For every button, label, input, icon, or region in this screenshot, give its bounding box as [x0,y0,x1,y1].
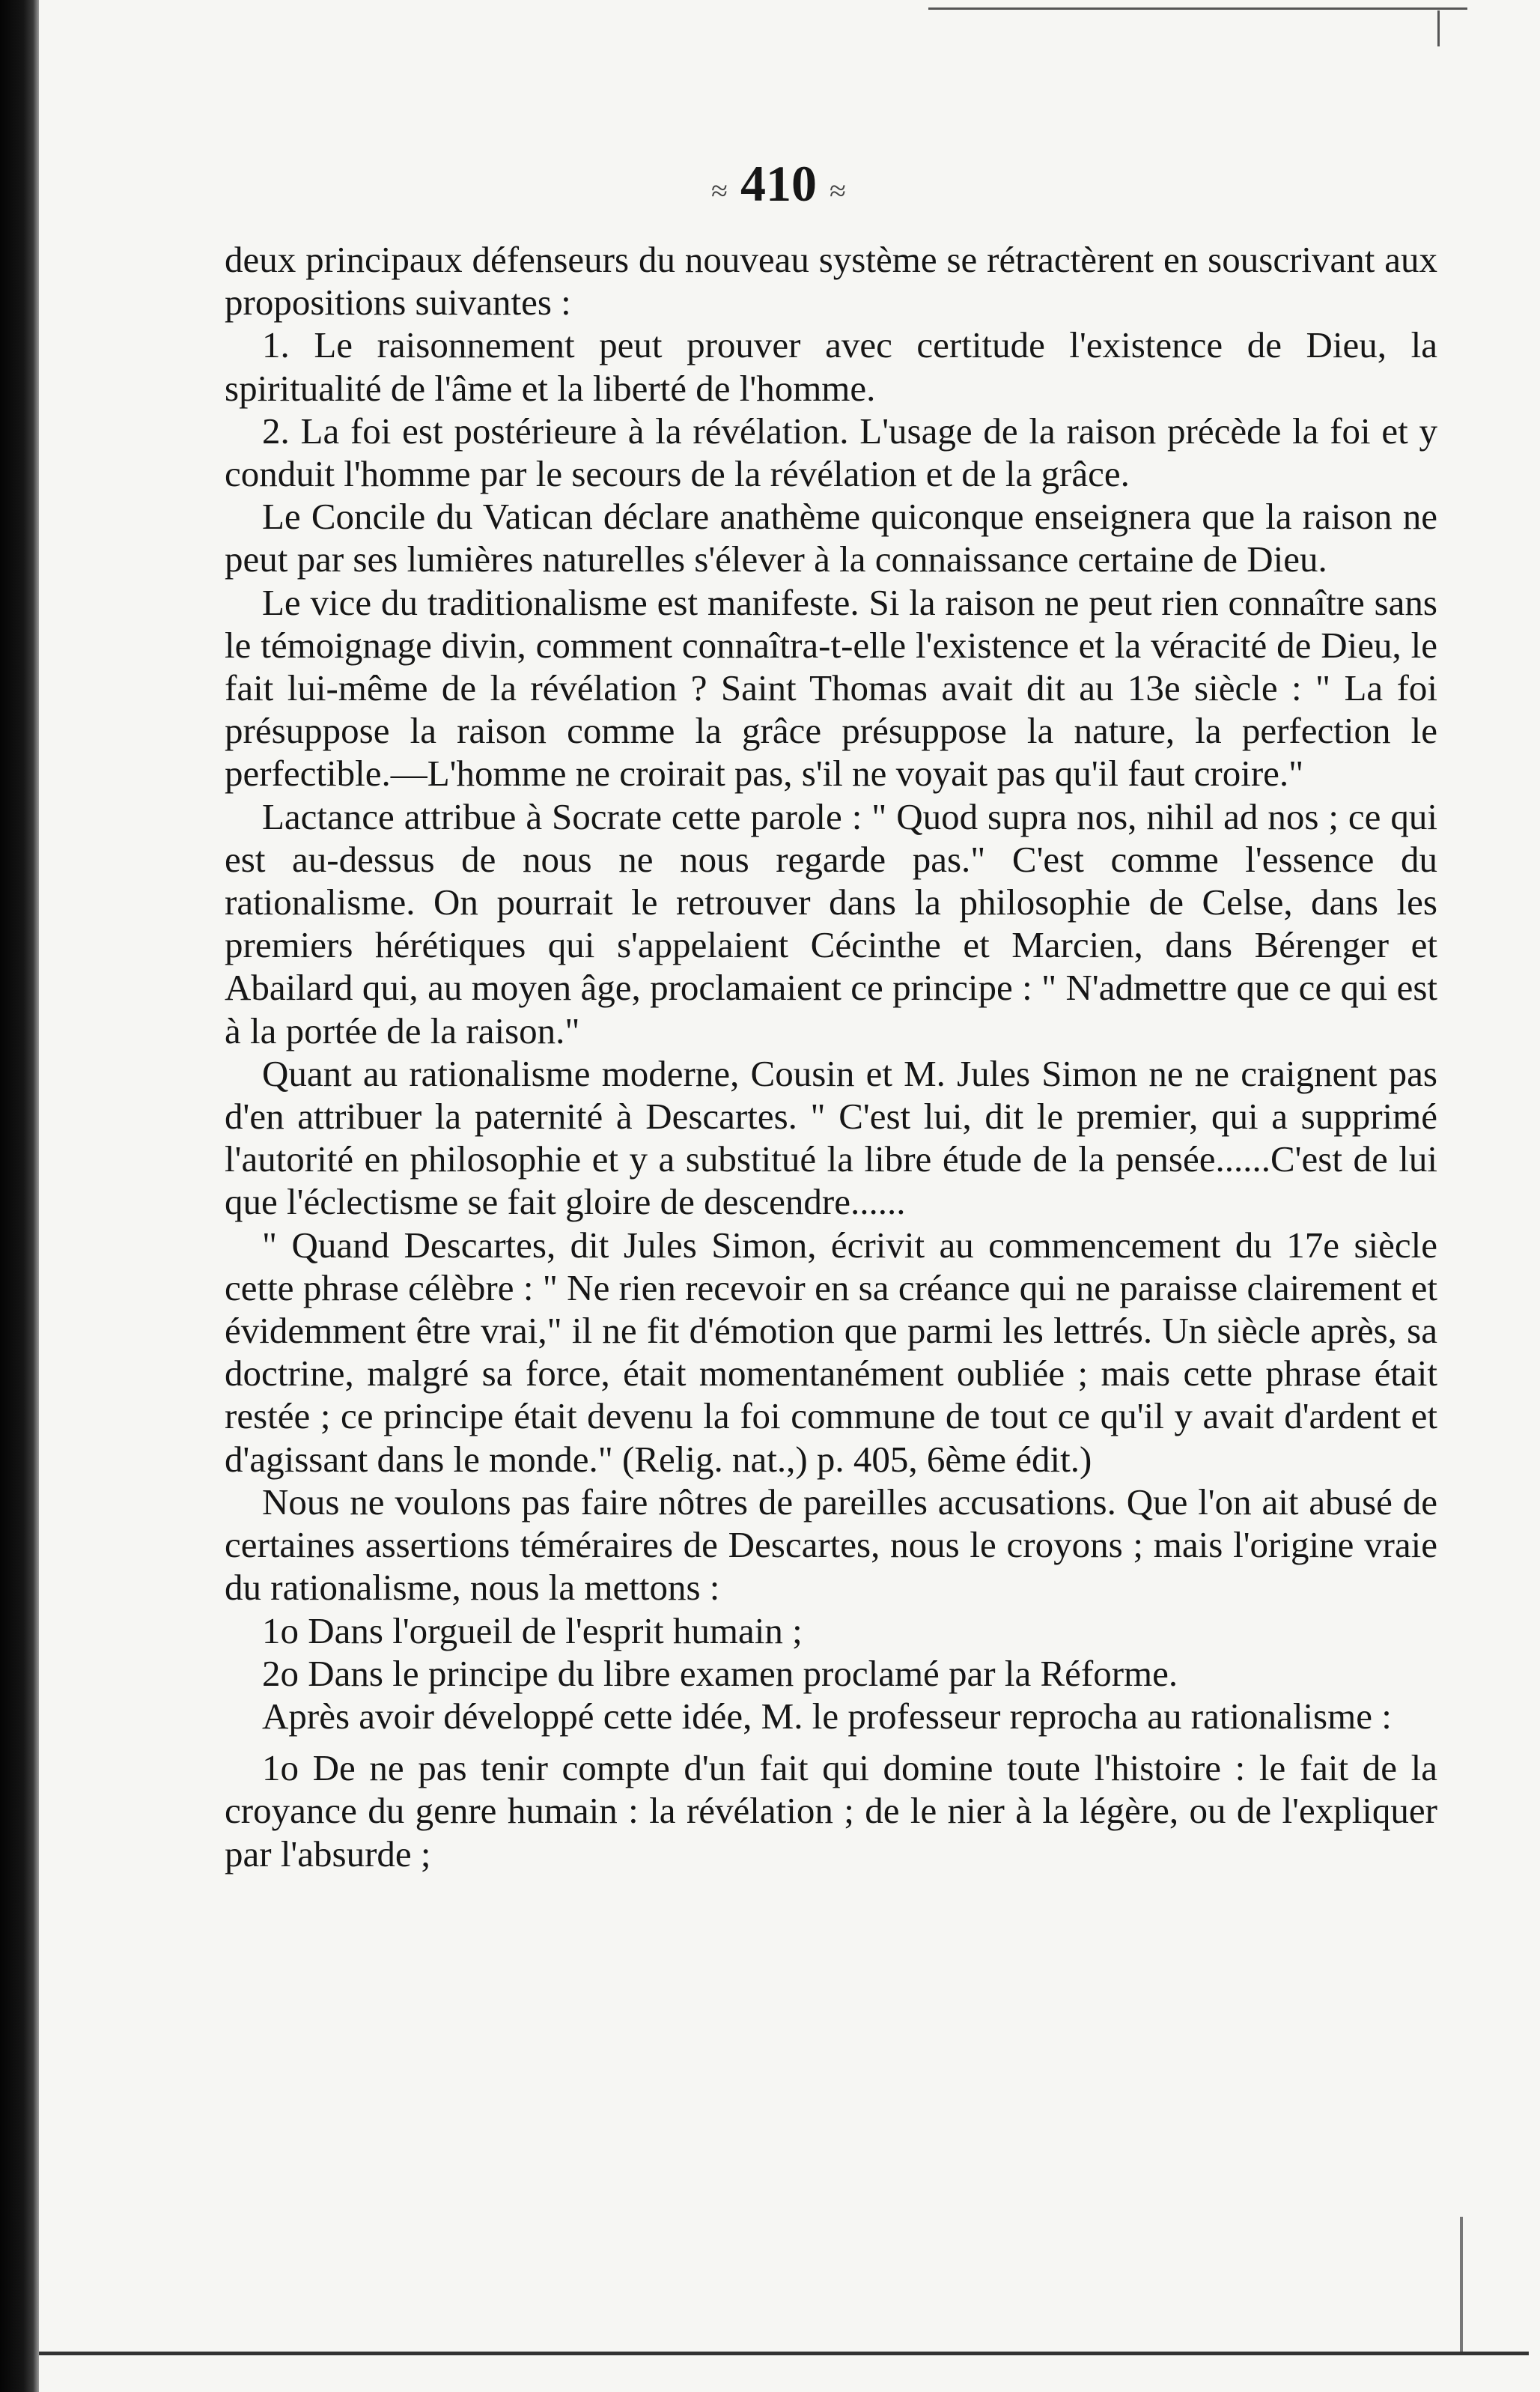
paragraph-proposition-1: 1. Le raisonnement peut prouver avec certitude l'existence de Dieu, la spiritualité de l'âme et la liberté de l'homme. [225,324,1437,409]
paragraph-continuation: deux principaux défenseurs du nouveau système se rétractèrent en souscrivant aux propositions suivantes : [225,239,1437,324]
scan-right-edge [1460,2217,1463,2352]
paragraph-vatican-council: Le Concile du Vatican déclare anathème quiconque enseignera que la raison ne peut par ses lumières naturelles s'élever à la connaissance certaine de Dieu. [225,496,1437,580]
paragraph-lactance: Lactance attribue à Socrate cette parole : " Quod supra nos, nihil ad nos ; ce qui est au-dessus de nous ne nous regarde pas." C'est comme l'essence du rationalisme. On pourrait le retrouver dans la philosophie de Celse, dans les premiers hérétiques qui s'appelaient Cécinthe et Marcien, dans Bérenger et Abailard qui, au moyen âge, proclamaient ce principe : " N'admettre que ce qui est à la portée de la raison." [225,795,1437,1051]
paragraph-reproach: Après avoir développé cette idée, M. le professeur reprocha au rationalisme : [262,1695,1392,1737]
scan-top-rule [928,7,1467,10]
ornament-right: ≈ [830,174,846,207]
paragraph-descartes-quote: " Quand Descartes, dit Jules Simon, écrivit au commencement du 17e siècle cette phrase célèbre : " Ne rien recevoir en sa créance qui ne paraisse clairement et évidemment être vrai," il ne fit d'émotion que parmi les lettrés. Un siècle après, sa doctrine, malgré sa force, était momentanément oubliée ; mais cette phrase était restée ; ce principe était devenu la foi commune de tout ce qu'il y avait d'ardent et d'agissant dans le monde." (Relig. nat.,) p. 405, 6ème édit.) [225,1224,1437,1480]
scan-top-mark [1437,10,1440,46]
paragraph-modern-rationalism: Quant au rationalisme moderne, Cousin et M. Jules Simon ne ne craignent pas d'en attribuer la paternité à Descartes. " C'est lui, dit le premier, qui a supprimé l'autorité en philosophie et y a substitué la libre étude de la pensée......C'est de lui que l'éclectisme se fait gloire de descendre...... [225,1052,1437,1223]
page-number-header [666,150,891,217]
ornament-left: ≈ [711,174,728,207]
paragraph-traditionalism: Le vice du traditionalisme est manifeste. Si la raison ne peut rien connaître sans le témoignage divin, comment connaîtra-t-elle l'existence et la véracité de Dieu, le fait lui-même de la révélation ? Saint Thomas avait dit au 13e siècle : " La foi présuppose la raison comme la grâce présuppose la nature, la perfection le perfectible.—L'homme ne croirait pas, s'il ne voyait pas qu'il faut croire." [225,581,1437,795]
paragraph-proposition-2: 2. La foi est postérieure à la révélation. L'usage de la raison précède la foi et y conduit l'homme par le secours de la révélation et de la grâce. [225,410,1437,495]
scan-bottom-rule [39,2352,1529,2355]
list-item-belief-fact: 1o De ne pas tenir compte d'un fait qui domine toute l'histoire : le fait de la croyance du genre humain : la révélation ; de le nier à la légère, ou de l'expliquer par l'absurde ; [225,1747,1437,1875]
page-number: 410 [740,155,817,212]
scan-binding-edge [0,0,39,2392]
list-item-pride: 1o Dans l'orgueil de l'esprit humain ; [262,1609,803,1651]
list-item-free-examination: 2o Dans le principe du libre examen proclamé par la Réforme. [262,1652,1178,1694]
paragraph-accusations: Nous ne voulons pas faire nôtres de pareilles accusations. Que l'on ait abusé de certaines assertions téméraires de Descartes, nous le croyons ; mais l'origine vraie du rationalisme, nous la mettons : [225,1481,1437,1609]
body-text [225,238,1437,1875]
